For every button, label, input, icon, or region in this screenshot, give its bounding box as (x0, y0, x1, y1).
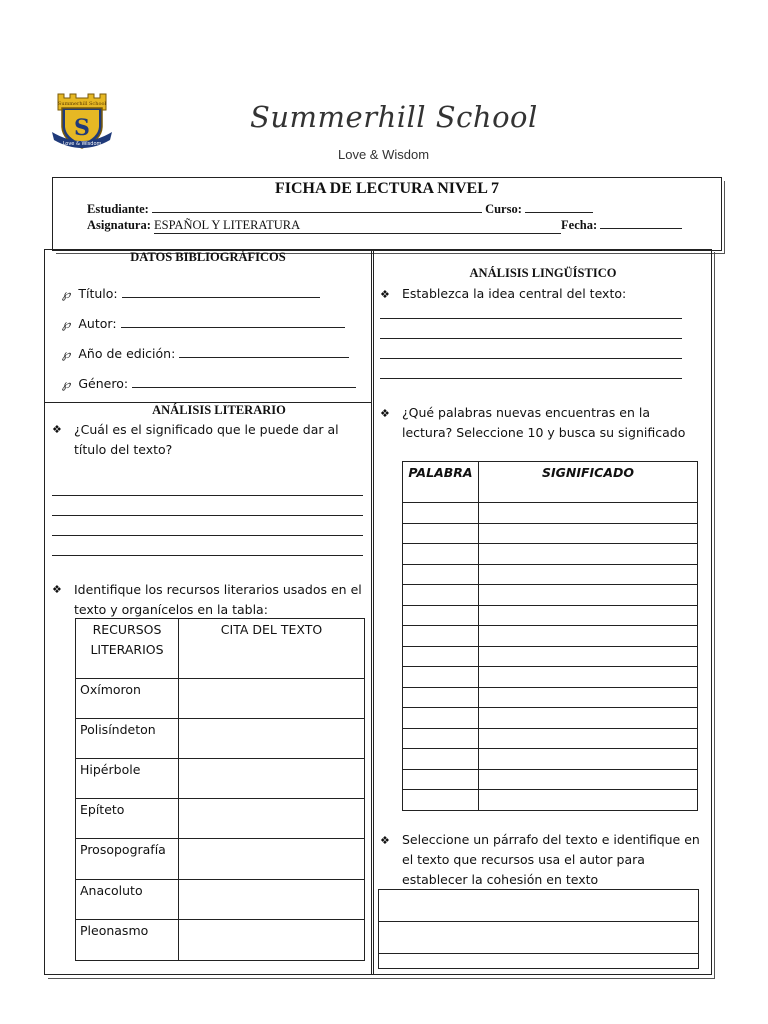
word-cell[interactable] (403, 667, 479, 688)
school-name: Summerhill School (250, 100, 538, 134)
answer-line[interactable] (380, 338, 682, 339)
cohesion-answer-table (378, 889, 699, 969)
resource-name: Prosopografía (76, 839, 179, 880)
student-row (87, 200, 593, 217)
answer-cell[interactable] (379, 954, 699, 969)
word-cell[interactable] (403, 523, 479, 544)
quote-cell[interactable] (179, 679, 365, 719)
linguistic-title: ANÁLISIS LINGÜÍSTICO (469, 266, 617, 280)
word-cell[interactable] (403, 708, 479, 729)
table-row (403, 749, 698, 770)
resource-name: Epíteto (76, 799, 179, 839)
literary-title: ANÁLISIS LITERARIO (152, 403, 286, 417)
diamond-bullet-icon: ❖ (380, 288, 390, 301)
table-row (403, 523, 698, 544)
answer-line[interactable] (52, 535, 363, 536)
column-divider (371, 249, 374, 975)
genero-input[interactable] (132, 375, 356, 388)
word-cell[interactable] (403, 790, 479, 811)
table-row (403, 503, 698, 524)
meaning-cell[interactable] (479, 544, 698, 565)
answer-line[interactable] (380, 378, 682, 379)
biblio-author-field (62, 315, 345, 331)
resource-name: Oxímoron (76, 679, 179, 719)
biblio-year-field (62, 345, 349, 361)
table-row (76, 880, 365, 920)
word-cell[interactable] (403, 769, 479, 790)
table-row (403, 769, 698, 790)
word-cell[interactable] (403, 503, 479, 524)
table-row (76, 920, 365, 961)
meaning-cell[interactable] (479, 523, 698, 544)
school-motto: Love & Wisdom (338, 147, 430, 162)
answer-cell[interactable] (379, 890, 699, 922)
answer-line[interactable] (52, 555, 363, 556)
biblio-title-field (62, 285, 320, 301)
answer-line[interactable] (52, 495, 363, 496)
biblio-field-label: Año de edición: (78, 346, 176, 361)
table-row (76, 759, 365, 799)
vocab-header-word: PALABRA (403, 462, 479, 503)
crest-banner-text: Love & Wisdom (62, 141, 102, 147)
diamond-bullet-icon: ❖ (380, 834, 390, 847)
vocab-header-meaning: SIGNIFICADO (479, 462, 698, 503)
meaning-cell[interactable] (479, 667, 698, 688)
form-title: FICHA DE LECTURA NIVEL 7 (274, 180, 500, 197)
course-field[interactable] (525, 200, 593, 213)
linguistic-question-3: Seleccione un párrafo del texto e identifique en el texto que recursos usa el autor para establecer la cohesión en texto (402, 832, 700, 887)
table-row (403, 646, 698, 667)
bullet-icon: ℘ (62, 317, 71, 331)
table-row (403, 564, 698, 585)
titulo-input[interactable] (122, 285, 320, 298)
table-header-quote: CITA DEL TEXTO (179, 619, 365, 679)
table-row (76, 839, 365, 880)
meaning-cell[interactable] (479, 626, 698, 647)
table-row (76, 679, 365, 719)
table-row (403, 626, 698, 647)
literary-resources-table (75, 618, 365, 961)
crest-top-text: Summerhill School (57, 101, 107, 107)
biblio-field-label: Género: (78, 376, 129, 391)
word-cell[interactable] (403, 585, 479, 606)
subject-label: Asignatura: (87, 218, 151, 232)
bullet-icon: ℘ (62, 377, 71, 391)
resource-name: Anacoluto (76, 880, 179, 920)
table-row (379, 954, 699, 969)
meaning-cell[interactable] (479, 585, 698, 606)
table-row (403, 687, 698, 708)
word-cell[interactable] (403, 728, 479, 749)
meaning-cell[interactable] (479, 503, 698, 524)
meaning-cell[interactable] (479, 728, 698, 749)
word-cell[interactable] (403, 749, 479, 770)
table-row (403, 728, 698, 749)
autor-input[interactable] (121, 315, 345, 328)
table-row (403, 790, 698, 811)
table-row (76, 799, 365, 839)
biblio-genre-field (62, 375, 356, 391)
answer-line[interactable] (380, 358, 682, 359)
answer-line[interactable] (380, 318, 682, 319)
subject-row (87, 216, 682, 234)
student-field[interactable] (152, 200, 482, 213)
table-row (403, 605, 698, 626)
vocabulary-table (402, 461, 698, 811)
meaning-cell[interactable] (479, 769, 698, 790)
subject-value: ESPAÑOL Y LITERATURA (154, 218, 561, 234)
word-cell[interactable] (403, 626, 479, 647)
meaning-cell[interactable] (479, 687, 698, 708)
literary-question-2: Identifique los recursos literarios usados en el texto y organícelos en la tabla: (74, 582, 362, 617)
quote-cell[interactable] (179, 719, 365, 759)
table-row (379, 922, 699, 954)
bullet-icon: ℘ (62, 347, 71, 361)
table-row (403, 544, 698, 565)
table-header-resources: RECURSOS LITERARIOS (76, 619, 179, 679)
word-cell[interactable] (403, 544, 479, 565)
answer-line[interactable] (52, 515, 363, 516)
linguistic-question-1: Establezca la idea central del texto: (402, 286, 627, 301)
table-row (403, 585, 698, 606)
ano-input[interactable] (179, 345, 349, 358)
diamond-bullet-icon: ❖ (380, 407, 390, 420)
resource-name: Polisíndeton (76, 719, 179, 759)
resource-name: Pleonasmo (76, 920, 179, 961)
quote-cell[interactable] (179, 839, 365, 880)
quote-cell[interactable] (179, 799, 365, 839)
biblio-field-label: Autor: (78, 316, 117, 331)
date-field[interactable] (600, 216, 682, 229)
table-row (403, 667, 698, 688)
crest-letter: S (74, 115, 90, 141)
quote-cell[interactable] (179, 759, 365, 799)
meaning-cell[interactable] (479, 708, 698, 729)
student-label: Estudiante: (87, 202, 149, 216)
quote-cell[interactable] (179, 920, 365, 961)
course-label: Curso: (485, 202, 522, 216)
table-row (379, 890, 699, 922)
answer-cell[interactable] (379, 922, 699, 954)
word-cell[interactable] (403, 687, 479, 708)
meaning-cell[interactable] (479, 605, 698, 626)
table-row (403, 708, 698, 729)
meaning-cell[interactable] (479, 564, 698, 585)
meaning-cell[interactable] (479, 790, 698, 811)
resource-name: Hipérbole (76, 759, 179, 799)
meaning-cell[interactable] (479, 749, 698, 770)
diamond-bullet-icon: ❖ (52, 583, 62, 596)
table-row (76, 719, 365, 759)
quote-cell[interactable] (179, 880, 365, 920)
literary-question-1: ¿Cuál es el significado que le puede dar al título del texto? (74, 422, 339, 457)
linguistic-question-2: ¿Qué palabras nuevas encuentras en la lectura? Seleccione 10 y busca su significado (402, 405, 686, 440)
diamond-bullet-icon: ❖ (52, 423, 62, 436)
word-cell[interactable] (403, 646, 479, 667)
biblio-title: DATOS BIBLIOGRÁFICOS (130, 250, 286, 264)
date-label: Fecha: (561, 218, 598, 232)
word-cell[interactable] (403, 564, 479, 585)
biblio-field-label: Título: (78, 286, 118, 301)
word-cell[interactable] (403, 605, 479, 626)
meaning-cell[interactable] (479, 646, 698, 667)
bullet-icon: ℘ (62, 287, 71, 301)
school-crest-logo (50, 88, 114, 152)
